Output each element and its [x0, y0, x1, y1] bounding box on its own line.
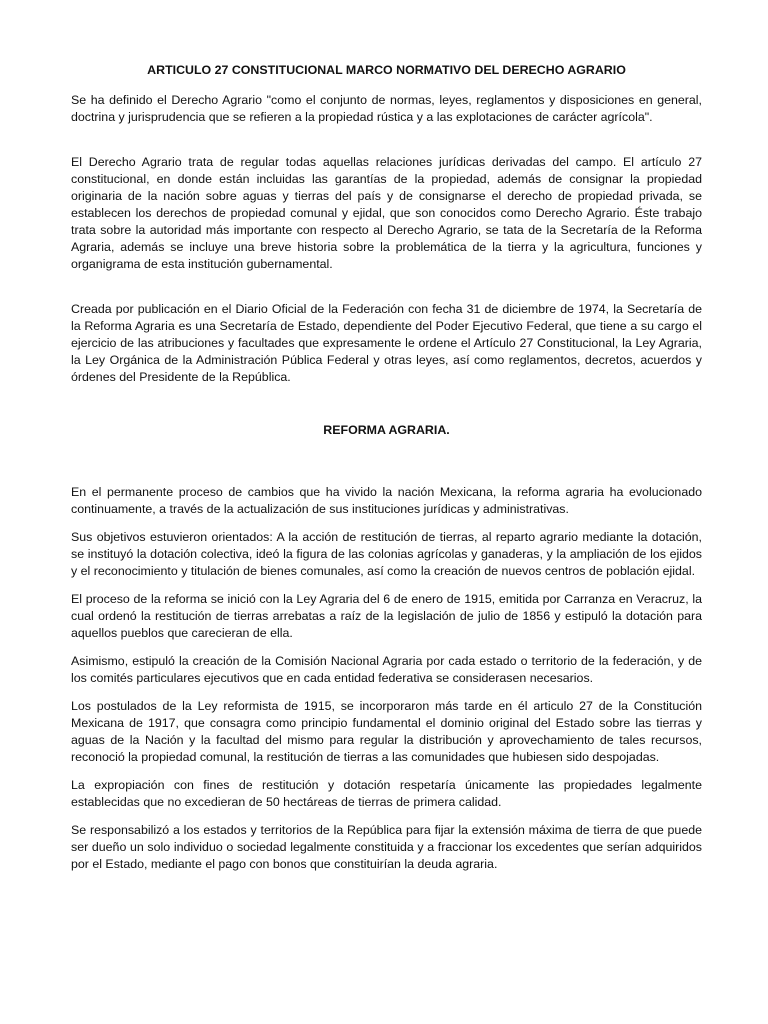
paragraph-comision-nacional: Asimismo, estipuló la creación de la Comisión Nacional Agraria por cada estado o territorio de la federación, y de los comités particulares ejecutivos que en cada entidad federativa se considerasen necesarios. — [71, 654, 702, 685]
document-title: ARTICULO 27 CONSTITUCIONAL MARCO NORMATIVO DEL DERECHO AGRARIO — [147, 63, 626, 77]
paragraph-objetivos: Sus objetivos estuvieron orientados: A la acción de restitución de tierras, al reparto agrario mediante la dotación, se instituyó la dotación colectiva, ideó la figura de las colonias agrícolas y ganaderas, y la ampliación de los ejidos y el reconocimiento y titulación de bienes comunales, así como la creación de nuevos centros de población ejidal. — [71, 530, 702, 578]
paragraph-responsabilidad-estados: Se responsabilizó a los estados y territorios de la República para fijar la extensión máxima de tierra de que puede ser dueño un solo individuo o sociedad legalmente constituida y a fraccionar los excedentes que serían adquiridos por el Estado, mediante el pago con bonos que constituirían la deuda agraria. — [71, 823, 702, 871]
paragraph-postulados-1917: Los postulados de la Ley reformista de 1915, se incorporaron más tarde en él articulo 27 de la Constitución Mexicana de 1917, que consagra como principio fundamental el dominio original del Estado sobre las tierras y aguas de la Nación y la facultad del mismo para regular la distribución y aprovechamiento de tales recursos, reconoció la propiedad comunal, la restitución de tierras a las comunidades que hubiesen sido despojadas. — [71, 699, 702, 764]
document-page — [71, 62, 702, 873]
paragraph-ley-agraria-1915: El proceso de la reforma se inició con la Ley Agraria del 6 de enero de 1915, emitida por Carranza en Veracruz, la cual ordenó la restitución de tierras arrebatas a raíz de la legislación de julio de 1856 y estipuló la dotación para aquellos pueblos que carecieran de ella. — [71, 592, 702, 640]
paragraph-proceso-cambios: En el permanente proceso de cambios que ha vivido la nación Mexicana, la reforma agraria ha evolucionado continuamente, a través de la actualización de sus instituciones jurídicas y administrativas. — [71, 485, 702, 516]
paragraph-secretaria-creation: Creada por publicación en el Diario Oficial de la Federación con fecha 31 de diciembre de 1974, la Secretaría de la Reforma Agraria es una Secretaría de Estado, dependiente del Poder Ejecutivo Federal, que tiene a su cargo el ejercicio de las atribuciones y facultades que expresamente le ordene el Artículo 27 Constitucional, la Ley Agraria, la Ley Orgánica de la Administración Pública Federal y otras leyes, así como reglamentos, decretos, acuerdos y órdenes del Presidente de la República. — [71, 302, 702, 384]
paragraph-definition: Se ha definido el Derecho Agrario "como el conjunto de normas, leyes, reglamentos y disposiciones en general, doctrina y jurisprudencia que se refieren a la propiedad rústica y a las explotaciones de carácter agrícola". — [71, 93, 702, 124]
paragraph-derecho-agrario: El Derecho Agrario trata de regular todas aquellas relaciones jurídicas derivadas del campo. El artículo 27 constitucional, en donde están incluidas las garantías de la propiedad, además de consignar la propiedad originaria de la nación sobre aguas y tierras del país y de consignarse el derecho de propiedad privada, se establecen los derechos de propiedad comunal y ejidal, que son conocidos como Derecho Agrario. Éste trabajo trata sobre la autoridad más importante con respecto al Derecho Agrario, se tata de la Secretaría de la Reforma Agraria, además se incluye una breve historia sobre la problemática de la tierra y la agricultura, funciones y organigrama de esta institución gubernamental. — [71, 155, 702, 271]
section-title-reforma-agraria: REFORMA AGRARIA. — [323, 423, 450, 437]
paragraph-expropiacion: La expropiación con fines de restitución y dotación respetaría únicamente las propiedades legalmente establecidas que no excedieran de 50 hectáreas de tierras de primera calidad. — [71, 778, 702, 809]
